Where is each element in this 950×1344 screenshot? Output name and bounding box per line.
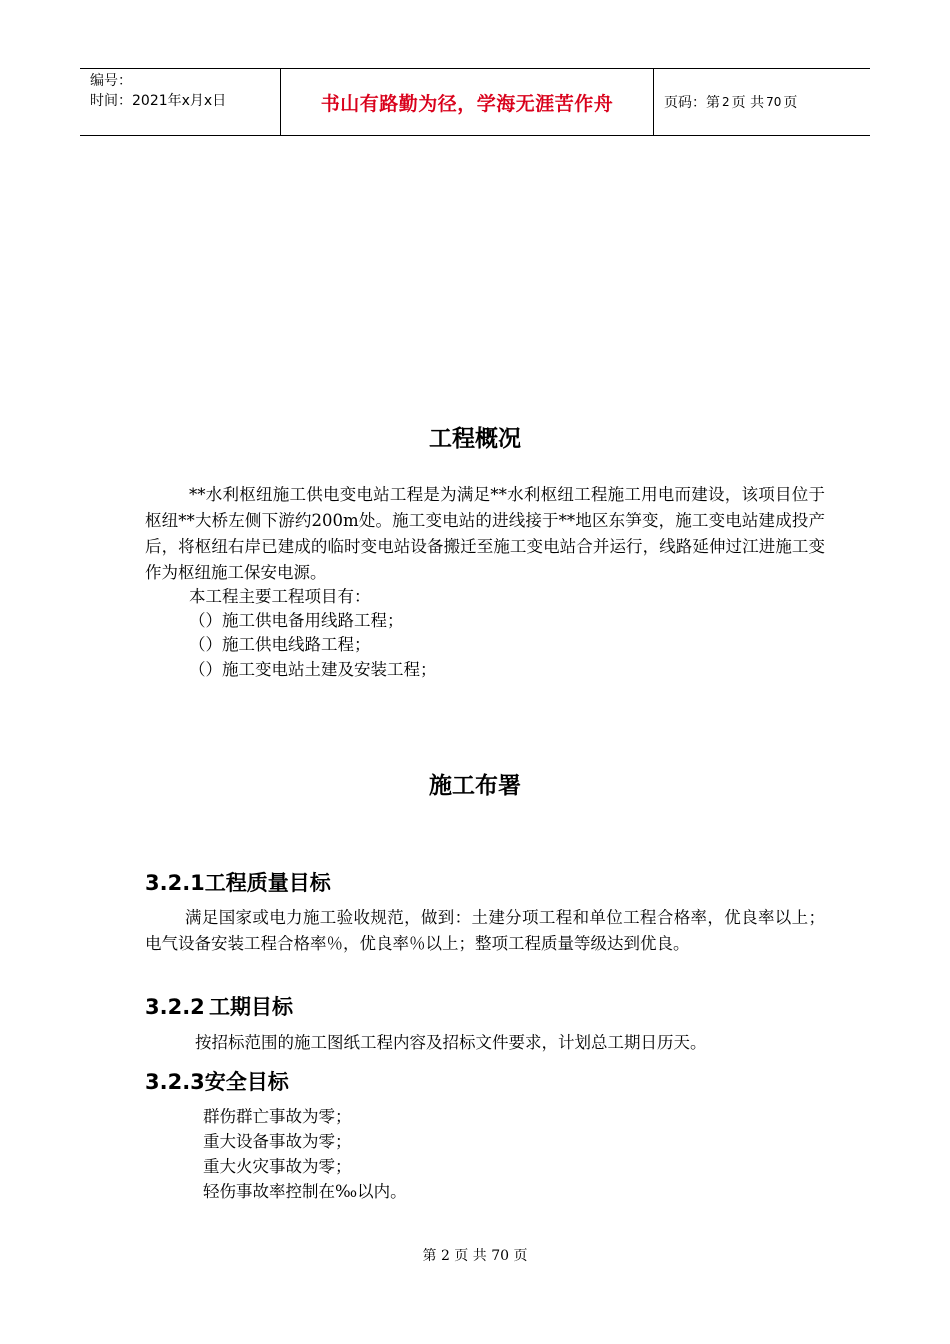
code-label: 编号： xyxy=(90,73,132,89)
header-motto: 书山有路勤为径，学海无涯苦作舟 xyxy=(281,69,654,135)
overview-paragraph: **水利枢纽施工供电变电站工程是为满足**水利枢纽工程施工用电而建设，该项目位于枢纽**大桥左侧下游约200m处。施工变电站的进线接于**地区东笋变，施工变电站建成投产后，将枢纽右岸已建成的临时变电站设备搬迁至施工变电站合并运行，线路延伸过江进施工变作为枢纽施工保安电源。 xyxy=(145,485,825,582)
page-mid: 页 共 xyxy=(731,95,765,111)
list-item: 重大火灾事故为零； xyxy=(203,1157,352,1176)
list-item: （）施工供电备用线路工程； xyxy=(189,611,404,630)
subsection-number: 3.2.1 xyxy=(145,871,205,895)
header-meta xyxy=(80,69,281,135)
quality-paragraph: 满足国家或电力施工验收规范，做到：土建分项工程和单位工程合格率，优良率以上；电气设备安装工程合格率％，优良率％以上；整项工程质量等级达到优良。 xyxy=(145,908,825,953)
list-item: 重大设备事故为零； xyxy=(203,1132,352,1151)
list-item: 群伤群亡事故为零； xyxy=(203,1107,352,1126)
section-title-deployment: 施工布署 xyxy=(429,773,521,799)
header-page-counter xyxy=(654,69,870,135)
schedule-paragraph: 按招标范围的施工图纸工程内容及招标文件要求，计划总工期日历天。 xyxy=(195,1033,707,1052)
subsection-schedule-heading xyxy=(145,991,293,1021)
page-header xyxy=(80,68,870,136)
subsection-quality-heading xyxy=(145,867,331,897)
subsection-title: 安全目标 xyxy=(204,1070,289,1094)
list-item: （）施工变电站土建及安装工程； xyxy=(189,660,437,679)
page-footer: 第 2 页 共 70 页 xyxy=(422,1248,528,1264)
page-number: 2 xyxy=(722,95,730,109)
page-total: 70 xyxy=(766,95,782,109)
subsection-number: 3.2.3 xyxy=(145,1070,205,1094)
time-label: 时间：2021年x月x日 xyxy=(90,93,227,109)
subsection-safety-heading xyxy=(145,1066,289,1096)
subsection-title: 工程质量目标 xyxy=(204,871,331,895)
items-intro: 本工程主要工程项目有： xyxy=(189,587,371,606)
section-title-overview: 工程概况 xyxy=(429,426,521,452)
list-item: 轻伤事故率控制在‰以内。 xyxy=(203,1182,407,1201)
subsection-number: 3.2.2 xyxy=(145,995,205,1019)
list-item: （）施工供电线路工程； xyxy=(189,635,371,654)
page-suffix: 页 xyxy=(783,95,798,111)
subsection-title: 工期目标 xyxy=(209,995,293,1019)
page-prefix: 页码：第 xyxy=(664,95,720,111)
